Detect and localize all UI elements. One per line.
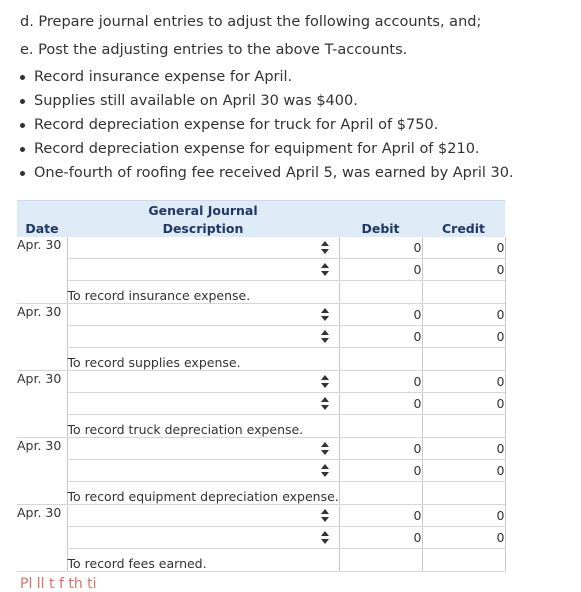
memo-row — [17, 415, 505, 438]
entry-date: Apr. 30 — [17, 304, 67, 371]
account-select[interactable] — [67, 438, 339, 460]
account-select[interactable] — [67, 326, 339, 348]
description-header: Description — [67, 219, 339, 237]
cut-off-text: Pl ll t f th ti — [20, 576, 97, 592]
account-dropdown[interactable] — [68, 371, 339, 392]
journal-line — [17, 438, 505, 460]
account-dropdown[interactable] — [68, 304, 339, 325]
chevron-up-icon — [321, 509, 329, 514]
debit-header: Debit — [339, 219, 422, 237]
instruction-e: e. Post the adjusting entries to the above T-accounts. — [20, 42, 408, 58]
chevron-down-icon — [321, 450, 329, 455]
credit-input[interactable]: 0 — [422, 460, 505, 482]
journal-line — [17, 237, 505, 259]
account-select[interactable] — [67, 505, 339, 527]
select-arrows-icon[interactable] — [321, 308, 329, 321]
select-arrows-icon[interactable] — [321, 531, 329, 544]
chevron-down-icon — [321, 271, 329, 276]
select-arrows-icon[interactable] — [321, 464, 329, 477]
select-arrows-icon[interactable] — [321, 509, 329, 522]
account-dropdown[interactable] — [68, 438, 339, 459]
credit-input[interactable]: 0 — [422, 304, 505, 326]
memo-blank — [339, 482, 422, 505]
debit-input[interactable]: 0 — [339, 527, 422, 549]
journal-line — [17, 393, 505, 415]
chevron-up-icon — [321, 263, 329, 268]
journal-line — [17, 371, 505, 393]
adjustment-item: Record depreciation expense for truck for April of $750. — [20, 113, 570, 137]
account-dropdown[interactable] — [68, 259, 339, 280]
memo-row — [17, 348, 505, 371]
chevron-up-icon — [321, 397, 329, 402]
account-select[interactable] — [67, 393, 339, 415]
debit-input[interactable]: 0 — [339, 460, 422, 482]
memo-blank — [339, 281, 422, 304]
debit-input[interactable]: 0 — [339, 505, 422, 527]
select-arrows-icon[interactable] — [321, 263, 329, 276]
entry-date: Apr. 30 — [17, 505, 67, 572]
debit-input[interactable]: 0 — [339, 326, 422, 348]
journal-title: General Journal — [67, 201, 339, 220]
journal-line — [17, 304, 505, 326]
journal-body — [17, 237, 505, 572]
memo-blank — [339, 549, 422, 572]
entry-date: Apr. 30 — [17, 438, 67, 505]
credit-input[interactable]: 0 — [422, 393, 505, 415]
account-select[interactable] — [67, 460, 339, 482]
chevron-up-icon — [321, 330, 329, 335]
account-select[interactable] — [67, 371, 339, 393]
credit-input[interactable]: 0 — [422, 237, 505, 259]
select-arrows-icon[interactable] — [321, 330, 329, 343]
credit-header: Credit — [422, 219, 505, 237]
entry-memo: To record fees earned. — [67, 549, 339, 572]
account-select[interactable] — [67, 259, 339, 281]
chevron-up-icon — [321, 375, 329, 380]
memo-blank — [422, 549, 505, 572]
memo-blank — [422, 281, 505, 304]
debit-input[interactable]: 0 — [339, 438, 422, 460]
journal-line — [17, 505, 505, 527]
chevron-up-icon — [321, 531, 329, 536]
account-dropdown[interactable] — [68, 237, 339, 258]
adjustment-list — [20, 65, 570, 185]
select-arrows-icon[interactable] — [321, 442, 329, 455]
debit-input[interactable]: 0 — [339, 237, 422, 259]
select-arrows-icon[interactable] — [321, 375, 329, 388]
account-select[interactable] — [67, 527, 339, 549]
date-header: Date — [17, 219, 67, 237]
debit-input[interactable]: 0 — [339, 259, 422, 281]
credit-input[interactable]: 0 — [422, 371, 505, 393]
chevron-down-icon — [321, 249, 329, 254]
memo-blank — [422, 348, 505, 371]
debit-input[interactable]: 0 — [339, 371, 422, 393]
entry-memo: To record truck depreciation expense. — [67, 415, 339, 438]
memo-row — [17, 549, 505, 572]
select-arrows-icon[interactable] — [321, 241, 329, 254]
entry-memo: To record equipment depreciation expense. — [67, 482, 339, 505]
debit-input[interactable]: 0 — [339, 393, 422, 415]
chevron-down-icon — [321, 517, 329, 522]
instruction-d: d. Prepare journal entries to adjust the following accounts, and; — [20, 14, 482, 30]
chevron-down-icon — [321, 338, 329, 343]
entry-date: Apr. 30 — [17, 237, 67, 304]
credit-input[interactable]: 0 — [422, 527, 505, 549]
account-dropdown[interactable] — [68, 460, 339, 481]
chevron-up-icon — [321, 308, 329, 313]
chevron-up-icon — [321, 464, 329, 469]
account-dropdown[interactable] — [68, 527, 339, 548]
chevron-up-icon — [321, 241, 329, 246]
memo-blank — [339, 415, 422, 438]
select-arrows-icon[interactable] — [321, 397, 329, 410]
journal-line — [17, 259, 505, 281]
adjustment-item: Supplies still available on April 30 was $400. — [20, 89, 570, 113]
chevron-down-icon — [321, 383, 329, 388]
account-dropdown[interactable] — [68, 326, 339, 347]
adjustment-item: Record depreciation expense for equipment for April of $210. — [20, 137, 570, 161]
instructions — [20, 12, 570, 185]
memo-row — [17, 281, 505, 304]
chevron-down-icon — [321, 472, 329, 477]
account-select[interactable] — [67, 304, 339, 326]
credit-input[interactable]: 0 — [422, 505, 505, 527]
journal-line — [17, 527, 505, 549]
entry-date: Apr. 30 — [17, 371, 67, 438]
memo-row — [17, 482, 505, 505]
entry-memo: To record insurance expense. — [67, 281, 339, 304]
chevron-down-icon — [321, 539, 329, 544]
adjustment-item: One-fourth of roofing fee received April 5, was earned by April 30. — [20, 161, 570, 185]
debit-input[interactable]: 0 — [339, 304, 422, 326]
adjustment-item: Record insurance expense for April. — [20, 65, 570, 89]
memo-blank — [339, 348, 422, 371]
memo-blank — [422, 415, 505, 438]
credit-input[interactable]: 0 — [422, 326, 505, 348]
credit-input[interactable]: 0 — [422, 438, 505, 460]
chevron-up-icon — [321, 442, 329, 447]
chevron-down-icon — [321, 405, 329, 410]
memo-blank — [422, 482, 505, 505]
credit-input[interactable]: 0 — [422, 259, 505, 281]
account-dropdown[interactable] — [68, 505, 339, 526]
account-select[interactable] — [67, 237, 339, 259]
journal-line — [17, 326, 505, 348]
chevron-down-icon — [321, 316, 329, 321]
entry-memo: To record supplies expense. — [67, 348, 339, 371]
account-dropdown[interactable] — [68, 393, 339, 414]
journal-line — [17, 460, 505, 482]
general-journal-table — [17, 200, 506, 572]
